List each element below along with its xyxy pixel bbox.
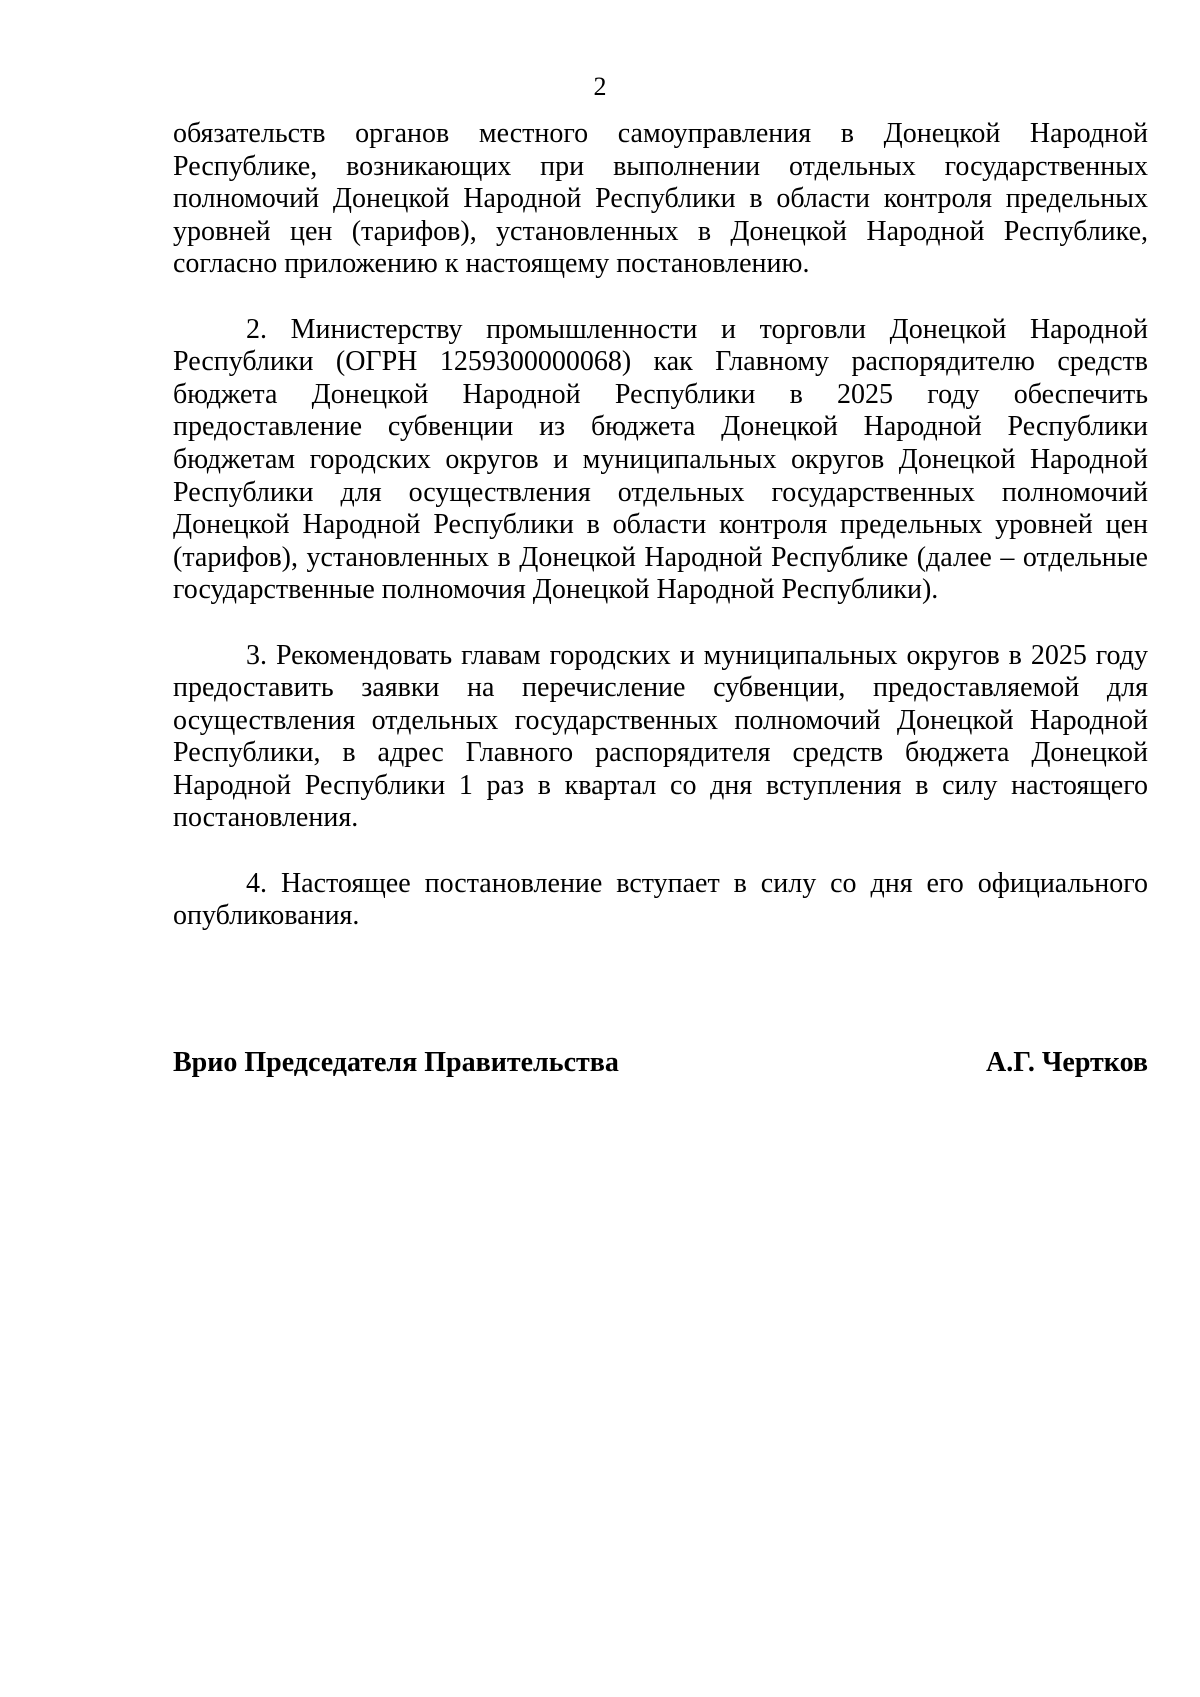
signature-block xyxy=(173,1047,1148,1079)
page-number: 2 xyxy=(593,72,607,101)
paragraph-2: 2. Министерству промышленности и торговли Донецкой Народной Республики (ОГРН 1259300000068) как Главному распорядителю средств бюджета Донецкой Народной Республики в 2025 году обеспечить предоставление субвенции из бюджета Донецкой Народной Республики бюджетам городских округов и муниципальных округов Донецкой Народной Республики для осуществления отдельных государственных полномочий Донецкой Народной Республики в области контроля предельных уровней цен (тарифов), установленных в Донецкой Народной Республике (далее – отдельные государственные полномочия Донецкой Народной Республики). xyxy=(173,313,1148,606)
paragraph-continuation: обязательств органов местного самоуправления в Донецкой Народной Республике, возникающих при выполнении отдельных государственных полномочий Донецкой Народной Республики в области контроля предельных уровней цен (тарифов), установленных в Донецкой Народной Республике, согласно приложению к настоящему постановлению. xyxy=(173,118,1148,280)
document-body xyxy=(173,118,1148,965)
paragraph-4: 4. Настоящее постановление вступает в силу со дня его официального опубликования. xyxy=(173,867,1148,932)
paragraph-3: 3. Рекомендовать главам городских и муниципальных округов в 2025 году предоставить заявки на перечисление субвенции, предоставляемой для осуществления отдельных государственных полномочий Донецкой Народной Республики, в адрес Главного распорядителя средств бюджета Донецкой Народной Республики 1 раз в квартал со дня вступления в силу настоящего постановления. xyxy=(173,639,1148,834)
signatory-position: Врио Председателя Правительства xyxy=(173,1047,619,1078)
signatory-name: А.Г. Чертков xyxy=(986,1047,1148,1078)
